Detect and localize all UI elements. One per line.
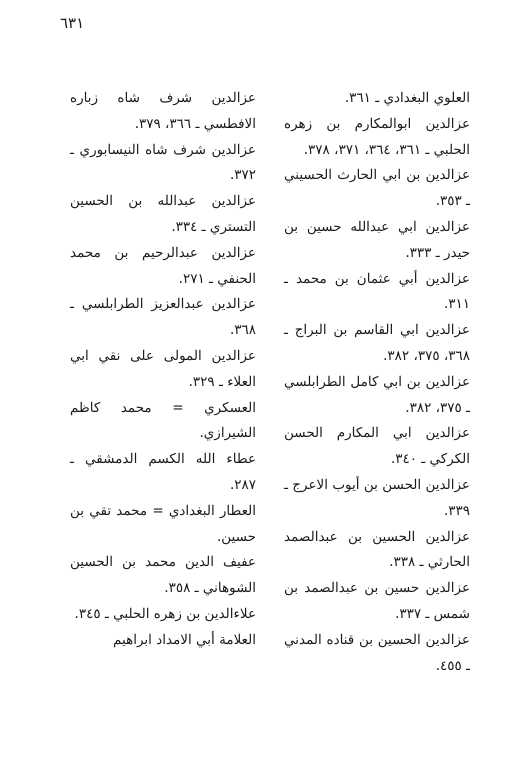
index-entry: عزالدين بن ابي الحارث الحسيني ـ ٣٥٣. <box>284 167 470 210</box>
index-column-left <box>70 86 256 679</box>
index-entry: عزالدين بن ابي كامل الطرابلسي ـ ٣٧٥، ٣٨٢. <box>284 373 470 416</box>
index-entry: عزالدين شرف شاه زباره الافطسي ـ ٣٦٦، ٣٧٩. <box>70 90 256 132</box>
index-column-right <box>284 86 470 679</box>
index-entry: عزالدين الحسين بن قناده المدني ـ ٤٥٥. <box>284 631 470 674</box>
index-columns <box>70 86 470 679</box>
index-entry: عزالدين عبدالعزيز الطرابلسي ـ ٣٦٨. <box>70 296 256 339</box>
page-number: ٦٣١ <box>60 14 85 32</box>
index-entry: عزالدين المولى على نقي ابي العلاء ـ ٣٢٩. <box>70 347 256 390</box>
index-entry: العسكري = محمد كاظم الشيرازي. <box>70 399 256 442</box>
index-entry: عزالدين أبي عثمان بن محمد ـ ٣١١. <box>284 270 470 313</box>
index-entry: عزالدين عبدالرحيم بن محمد الحنفي ـ ٢٧١. <box>70 244 256 287</box>
index-entry: عزالدين ابي عبدالله حسين بن حيدر ـ ٣٣٣. <box>284 218 470 261</box>
index-entry: عزالدين شرف شاه النيسابوري ـ ٣٧٢. <box>70 141 256 184</box>
index-entry: عطاء الله الكسم الدمشقي ـ ٢٨٧. <box>70 451 256 493</box>
index-entry: عزالدين حسين بن عبدالصمد بن شمس ـ ٣٣٧. <box>284 580 470 622</box>
index-entry: عزالدين ابوالمكارم بن زهره الحلبي ـ ٣٦١، ٣٦٤، ٣٧١، ٣٧٨. <box>284 115 470 158</box>
index-entry: عزالدين الحسين بن عبدالصمد الحارثي ـ ٣٣٨. <box>284 528 470 571</box>
index-entry: عزالدين الحسن بن أيوب الاعرج ـ ٣٣٩. <box>284 476 470 519</box>
index-entry: العطار البغدادي = محمد تقي بن حسين. <box>70 502 256 545</box>
index-entry: عفيف الدين محمد بن الحسين الشوهاني ـ ٣٥٨. <box>70 554 256 597</box>
index-entry: عزالدين ابي المكارم الحسن الكركي ـ ٣٤٠. <box>284 425 470 468</box>
index-entry: علاءالدين بن زهره الحلبي ـ ٣٤٥. <box>74 605 256 622</box>
index-entry: عزالدين عبدالله بن الحسين التستري ـ ٣٣٤. <box>70 193 256 235</box>
index-entry: العلوي البغدادي ـ ٣٦١. <box>344 90 470 106</box>
index-entry: العلامة أبي الامداد ابراهيم <box>113 631 256 648</box>
index-entry: عزالدين ابي القاسم بن البراج ـ ٣٦٨، ٣٧٥، ٣٨٢. <box>284 322 470 364</box>
